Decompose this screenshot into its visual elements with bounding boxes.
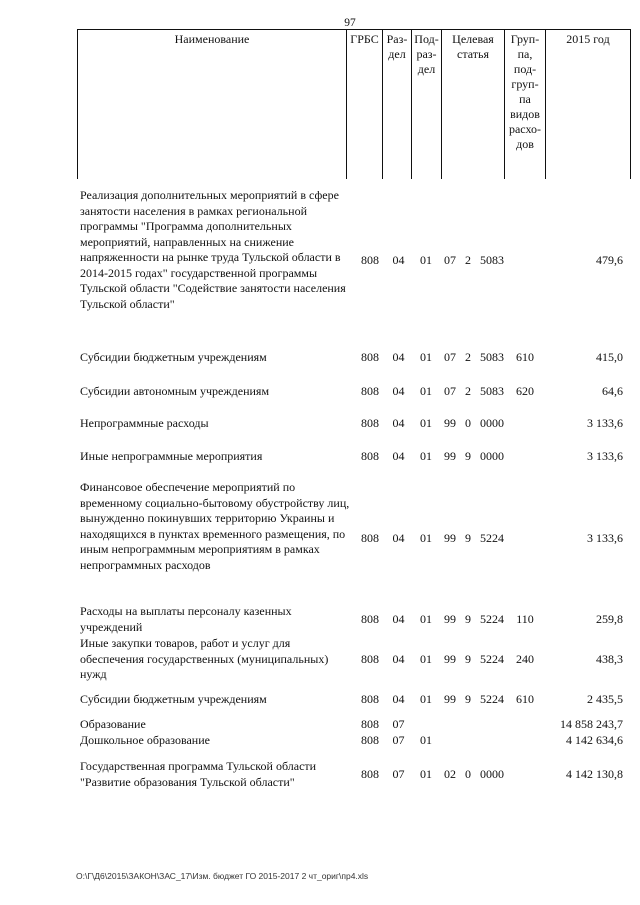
row-razdel: 04 bbox=[392, 384, 405, 398]
row-target-direction: 5083 bbox=[480, 384, 504, 398]
row-razdel: 04 bbox=[392, 253, 405, 267]
row-grbs: 808 bbox=[361, 612, 379, 626]
row-amount: 3 133,6 bbox=[587, 416, 623, 430]
row-target-program: 99 bbox=[444, 612, 456, 626]
row-target-program: 99 bbox=[444, 692, 456, 706]
row-podrazdel: 01 bbox=[420, 350, 432, 364]
page-number: 97 bbox=[344, 17, 356, 29]
row-grbs: 808 bbox=[361, 384, 379, 398]
row-grbs: 808 bbox=[361, 416, 379, 430]
row-razdel: 04 bbox=[392, 531, 405, 545]
row-target-subprogram: 9 bbox=[465, 652, 471, 666]
row-target-program: 99 bbox=[444, 449, 456, 463]
row-name: Реализация дополнительных мероприятий в сфере занятости населения в рамках региональной программы "Программа дополнительных мероприятий, направленных на снижение напряженности на рынке труда Тульской области в 2014-2015 годах" государственной программы Тульской области "Содействие занятости населения Тульской области" bbox=[80, 188, 346, 311]
row-podrazdel: 01 bbox=[420, 767, 432, 781]
row-target-direction: 0000 bbox=[480, 767, 504, 781]
row-name: Субсидии бюджетным учреждениям bbox=[80, 692, 267, 706]
row-grbs: 808 bbox=[361, 253, 379, 267]
header-celevaya-statya: Целевая статья bbox=[452, 32, 494, 61]
row-group: 620 bbox=[516, 384, 534, 398]
row-podrazdel: 01 bbox=[420, 449, 432, 463]
row-group: 610 bbox=[516, 350, 534, 364]
row-name: Образование bbox=[80, 717, 146, 731]
row-razdel: 07 bbox=[392, 767, 405, 781]
row-target-direction: 5224 bbox=[480, 652, 504, 666]
row-razdel: 04 bbox=[392, 692, 405, 706]
row-razdel: 07 bbox=[392, 717, 405, 731]
row-target-direction: 5224 bbox=[480, 531, 504, 545]
row-amount: 415,0 bbox=[596, 350, 623, 364]
row-amount: 4 142 634,6 bbox=[566, 733, 623, 747]
header-gruppa: Груп- па, под- груп- па видов расхо- дов bbox=[508, 32, 542, 151]
row-name: Субсидии автономным учреждениям bbox=[80, 384, 270, 398]
col-divider bbox=[77, 29, 78, 179]
row-target-program: 02 bbox=[444, 767, 456, 781]
header-podrazdel: Под- раз- дел bbox=[414, 32, 439, 76]
row-target-program: 99 bbox=[444, 531, 456, 545]
row-razdel: 04 bbox=[392, 652, 405, 666]
row-target-direction: 5083 bbox=[480, 253, 504, 267]
row-podrazdel: 01 bbox=[420, 652, 432, 666]
row-name: Субсидии бюджетным учреждениям bbox=[80, 350, 267, 364]
header-name: Наименование bbox=[174, 32, 250, 46]
col-divider bbox=[346, 29, 347, 179]
row-group: 610 bbox=[516, 692, 534, 706]
row-target-program: 07 bbox=[444, 350, 456, 364]
row-grbs: 808 bbox=[361, 692, 379, 706]
row-target-subprogram: 2 bbox=[465, 350, 471, 364]
row-target-subprogram: 9 bbox=[465, 692, 471, 706]
row-podrazdel: 01 bbox=[420, 531, 432, 545]
row-target-program: 07 bbox=[444, 253, 456, 267]
row-grbs: 808 bbox=[361, 449, 379, 463]
row-group: 240 bbox=[516, 652, 534, 666]
row-razdel: 07 bbox=[392, 733, 405, 747]
row-razdel: 04 bbox=[392, 449, 405, 463]
row-razdel: 04 bbox=[392, 350, 405, 364]
row-amount: 479,6 bbox=[596, 253, 623, 267]
row-target-subprogram: 2 bbox=[465, 253, 471, 267]
row-target-subprogram: 9 bbox=[465, 612, 471, 626]
header-top-rule bbox=[77, 29, 630, 30]
row-razdel: 04 bbox=[392, 612, 405, 626]
row-target-program: 99 bbox=[444, 652, 456, 666]
row-grbs: 808 bbox=[361, 733, 379, 747]
row-name: Финансовое обеспечение мероприятий по временному социально-бытовому обустройству лиц, вынужденно покинувших территорию Украины и находящихся в пунктах временного размещения, по иным непрограммным мероприятиям в рамках непрограммных расходов bbox=[80, 480, 350, 572]
row-target-direction: 5224 bbox=[480, 612, 504, 626]
row-target-direction: 5083 bbox=[480, 350, 504, 364]
row-grbs: 808 bbox=[361, 717, 379, 731]
row-amount: 2 435,5 bbox=[587, 692, 623, 706]
row-target-program: 99 bbox=[444, 416, 456, 430]
row-podrazdel: 01 bbox=[420, 416, 432, 430]
row-name: Непрограммные расходы bbox=[80, 416, 209, 430]
row-target-direction: 5224 bbox=[480, 692, 504, 706]
row-amount: 259,8 bbox=[596, 612, 623, 626]
col-divider bbox=[545, 29, 546, 179]
row-amount: 438,3 bbox=[596, 652, 623, 666]
row-grbs: 808 bbox=[361, 652, 379, 666]
row-target-subprogram: 9 bbox=[465, 449, 471, 463]
row-target-program: 07 bbox=[444, 384, 456, 398]
row-target-subprogram: 0 bbox=[465, 416, 471, 430]
row-amount: 3 133,6 bbox=[587, 449, 623, 463]
row-podrazdel: 01 bbox=[420, 733, 432, 747]
row-amount: 3 133,6 bbox=[587, 531, 623, 545]
row-razdel: 04 bbox=[392, 416, 405, 430]
header-razdel: Раз- дел bbox=[386, 32, 408, 61]
row-name: Расходы на выплаты персоналу казенных учреждений bbox=[80, 604, 292, 634]
row-name: Иные непрограммные мероприятия bbox=[80, 449, 263, 463]
row-name: Государственная программа Тульской области "Развитие образования Тульской области" bbox=[80, 759, 317, 789]
row-podrazdel: 01 bbox=[420, 384, 432, 398]
row-podrazdel: 01 bbox=[420, 253, 432, 267]
row-name: Дошкольное образование bbox=[80, 733, 210, 747]
row-group: 110 bbox=[516, 612, 534, 626]
row-target-direction: 0000 bbox=[480, 416, 504, 430]
header-grbs: ГРБС bbox=[350, 32, 379, 46]
col-divider bbox=[630, 29, 631, 179]
row-target-direction: 0000 bbox=[480, 449, 504, 463]
row-podrazdel: 01 bbox=[420, 612, 432, 626]
row-target-subprogram: 2 bbox=[465, 384, 471, 398]
row-amount: 4 142 130,8 bbox=[566, 767, 623, 781]
row-name: Иные закупки товаров, работ и услуг для обеспечения государственных (муниципальных) нужд bbox=[80, 636, 329, 681]
row-grbs: 808 bbox=[361, 531, 379, 545]
row-grbs: 808 bbox=[361, 767, 379, 781]
header-year: 2015 год bbox=[566, 32, 610, 46]
file-path-footer: O:\Г\Д6\2015\ЗАКОН\ЗАС_17\Изм. бюджет ГО 2015-2017 2 чт_ориг\пр4.xls bbox=[76, 871, 369, 881]
row-podrazdel: 01 bbox=[420, 692, 432, 706]
row-target-subprogram: 0 bbox=[465, 767, 471, 781]
row-target-subprogram: 9 bbox=[465, 531, 471, 545]
row-amount: 14 858 243,7 bbox=[560, 717, 623, 731]
row-amount: 64,6 bbox=[602, 384, 623, 398]
row-grbs: 808 bbox=[361, 350, 379, 364]
